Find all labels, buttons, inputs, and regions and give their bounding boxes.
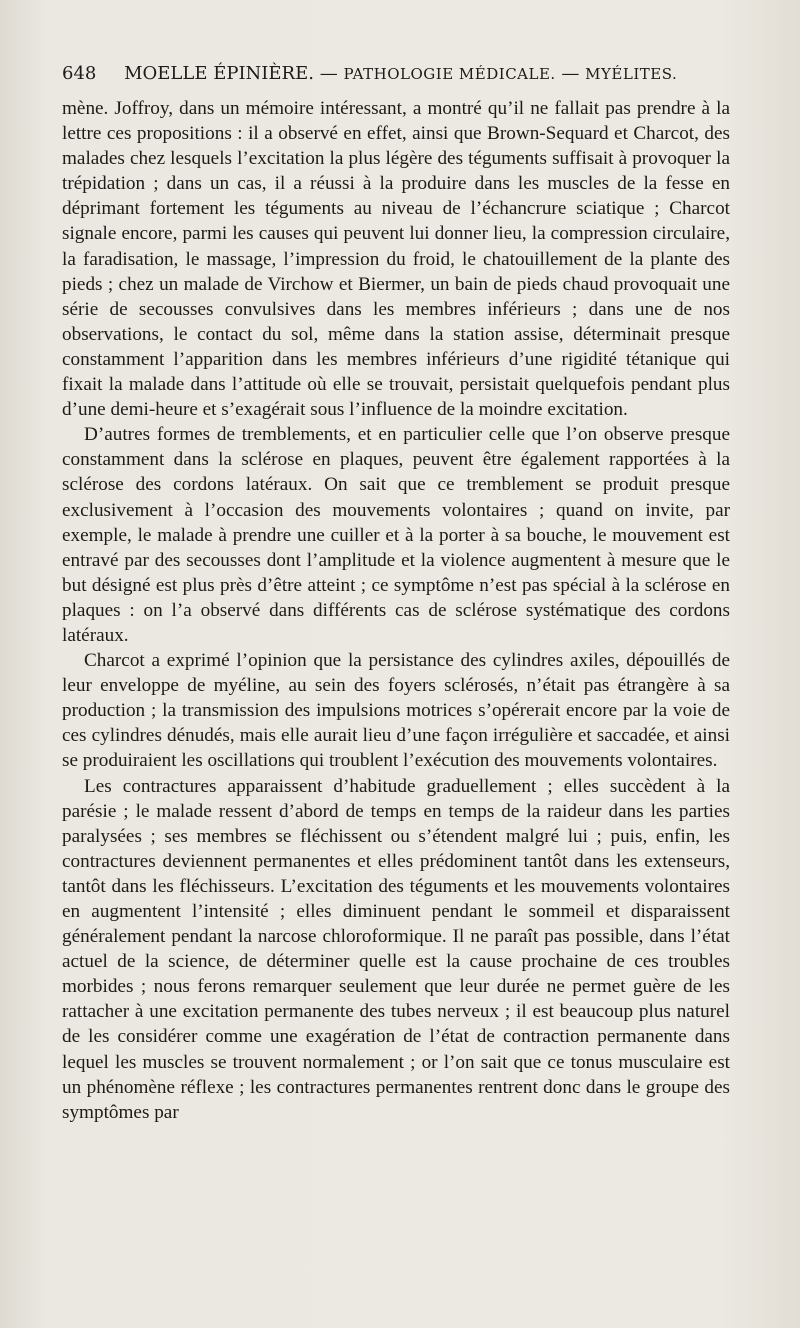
running-header — [62, 62, 762, 86]
body-text — [62, 96, 730, 1125]
header-dash: — — [319, 63, 338, 84]
header-title: MOELLE ÉPINIÈRE. — [124, 63, 314, 84]
header-dash: — — [561, 63, 580, 84]
header-section: PATHOLOGIE MÉDICALE. — [343, 65, 556, 83]
paragraph: Charcot a exprimé l’opinion que la persistance des cylindres axiles, dépouillés de leur enveloppe de myéline, au sein des foyers sclérosés, n’était pas étrangère à sa production ; la transmission des impulsions motrices s’opérerait encore par la voie de ces cylindres dénudés, mais elle aurait lieu d’une façon irrégulière et saccadée, et ainsi se produiraient les oscillations qui troublent l’exécution des mouvements volontaires. — [62, 650, 730, 772]
paragraph: mène. Joffroy, dans un mémoire intéressant, a montré qu’il ne fallait pas prendre à la lettre ces propositions : il a observé en effet, ainsi que Brown-Sequard et Charcot, des malades chez lesquels l’excitation la plus légère des téguments suffisait à provoquer la trépidation ; dans un cas, il a réussi à la produire dans les muscles de la fesse en déprimant fortement les téguments au niveau de l’échancrure sciatique ; Charcot signale encore, parmi les causes qui peuvent lui donner lieu, la compression circulaire, la faradisation, le massage, l’impression du froid, le chatouillement de la plante des pieds ; chez un malade de Virchow et Biermer, un bain de pieds chaud provoquait une série de secousses convulsives dans les membres inférieurs ; dans une de nos observations, le contact du sol, même dans la station assise, déterminait presque constamment l’apparition dans les membres inférieurs d’une rigidité tétanique qui fixait la malade dans l’attitude où elle se trouvait, persistait quelquefois pendant plus d’une demi-heure et s’exagérait sous l’influence de la moindre excitation. — [62, 98, 730, 421]
paragraph: D’autres formes de tremblements, et en particulier celle que l’on observe presque constamment dans la sclérose en plaques, peuvent être également rapportées à la sclérose des cordons latéraux. On sait que ce tremblement se produit presque exclusivement à l’occasion des mouvements volontaires ; quand on invite, par exemple, le malade à prendre une cuiller et à la porter à sa bouche, le mouvement est entravé par des secousses dont l’amplitude et la violence augmentent à mesure que le but désigné est plus près d’être atteint ; ce symptôme n’est pas spécial à la sclérose en plaques : on l’a observé dans différents cas de sclérose systématique des cordons latéraux. — [62, 424, 730, 646]
paragraph: Les contractures apparaissent d’habitude graduellement ; elles succèdent à la parésie ; le malade ressent d’abord de temps en temps de la raideur dans les parties paralysées ; ses membres se fléchissent ou s’étendent malgré lui ; puis, enfin, les contractures deviennent permanentes et elles prédominent tantôt dans les extenseurs, tantôt dans les fléchisseurs. L’excitation des téguments et les mouvements volontaires en augmentent l’intensité ; elles diminuent pendant le sommeil et disparaissent généralement pendant la narcose chloroformique. Il ne paraît pas possible, dans l’état actuel de la science, de déterminer quelle est la cause prochaine de ces troubles morbides ; nous ferons remarquer seulement que leur durée ne permet guère de les rattacher à une excitation permanente des tubes nerveux ; il est beaucoup plus naturel de les considérer comme une exagération de l’état de contraction permanente dans lequel les muscles se trouvent normalement ; or l’on sait que ce tonus musculaire est un phénomène réflexe ; les contractures permanentes rentrent donc dans le groupe des symptômes par — [62, 775, 730, 1123]
header-chapter: MYÉLITES. — [585, 65, 678, 83]
page-number: 648 — [62, 63, 97, 84]
